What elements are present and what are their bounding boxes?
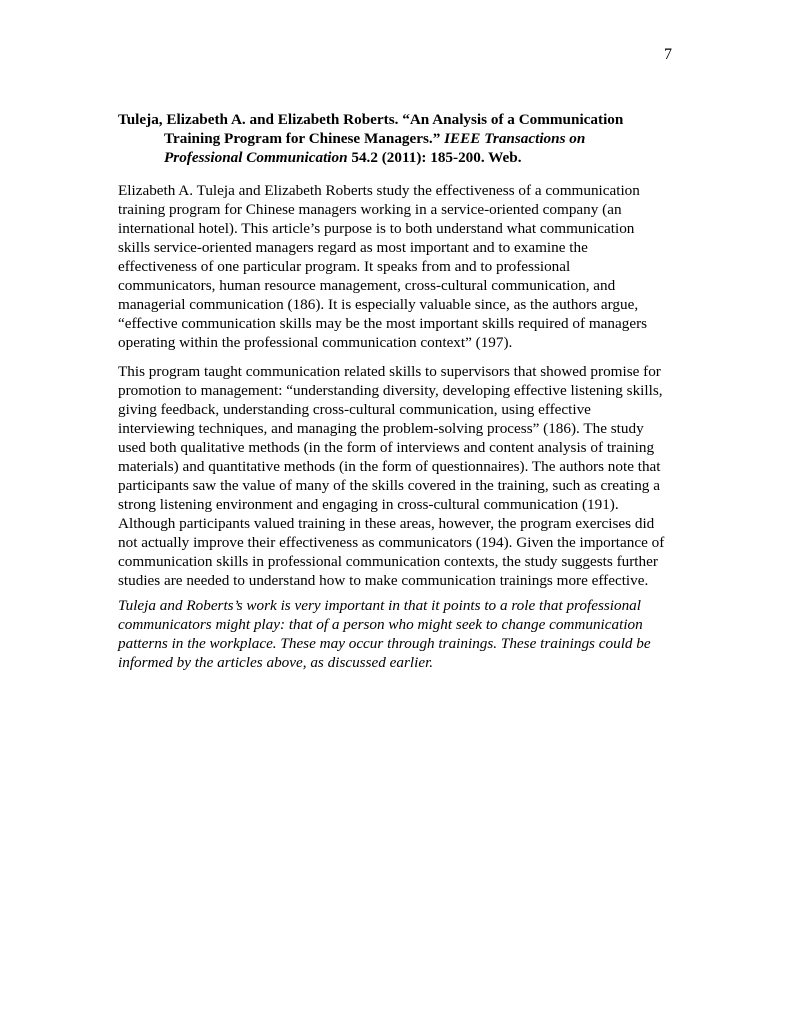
citation-publication-details: 54.2 (2011): 185-200. Web. (347, 149, 522, 166)
paragraph-line: communicators, human resource management, cross-cultural communication, and (118, 277, 616, 294)
citation-line (118, 148, 678, 167)
paragraph-line: participants saw the value of many of the skills covered in the training, such as creating a (118, 477, 660, 494)
page-number: 7 (664, 46, 672, 63)
paragraph-line: strong listening environment and engaging in cross-cultural communication (191). (118, 496, 619, 513)
paragraph-line: Elizabeth A. Tuleja and Elizabeth Roberts study the effectiveness of a communication (118, 182, 640, 199)
paragraph-line: informed by the articles above, as discussed earlier. (118, 654, 434, 671)
citation-line (118, 129, 678, 148)
paragraph-line: effectiveness of one particular program. It speaks from and to professional (118, 258, 571, 275)
citation-article-title-end: Training Program for Chinese Managers.” (164, 130, 445, 147)
paragraph-line: “effective communication skills may be the most important skills required of managers (118, 315, 648, 332)
paragraph-line: Although participants valued training in these areas, however, the program exercises did (118, 515, 655, 532)
paragraph-line: giving feedback, understanding cross-cultural communication, using effective (118, 401, 591, 418)
paragraph-line: communication skills in professional communication contexts, the study suggests further (118, 553, 658, 570)
paragraph-line: This program taught communication related skills to supervisors that showed promise for (118, 363, 661, 380)
evaluation-paragraph (118, 596, 651, 672)
paragraph-line: Tuleja and Roberts’s work is very important in that it points to a role that professional (118, 597, 641, 614)
paragraph-line: used both qualitative methods (in the form of interviews and content analysis of training (118, 439, 655, 456)
paragraph-line: interviewing techniques, and managing the problem-solving process” (186). The study (118, 420, 644, 437)
paragraph-line: not actually improve their effectiveness as communicators (194). Given the importance of (118, 534, 665, 551)
paragraph-line: materials) and quantitative methods (in the form of questionnaires). The authors note that (118, 458, 661, 475)
summary-paragraph (118, 181, 647, 352)
paragraph-line: promotion to management: “understanding diversity, developing effective listening skills, (118, 382, 663, 399)
paragraph-line: operating within the professional communication context” (197). (118, 334, 513, 351)
paragraph-line: skills service-oriented managers regard as most important and to examine the (118, 239, 588, 256)
paragraph-line: communicators might play: that of a person who might seek to change communication (118, 616, 643, 633)
citation-journal-title: Professional Communication (164, 149, 348, 166)
paragraph-line: training program for Chinese managers working in a service-oriented company (an (118, 201, 622, 218)
citation-journal-title: IEEE Transactions on (444, 130, 586, 147)
paragraph-line: international hotel). This article’s purpose is to both understand what communication (118, 220, 635, 237)
method-findings-paragraph (118, 362, 664, 590)
paragraph-line: managerial communication (186). It is especially valuable since, as the authors argue, (118, 296, 639, 313)
paragraph-line: studies are needed to understand how to make communication trainings more effective. (118, 572, 649, 589)
bibliographic-citation (118, 110, 678, 167)
citation-line: Tuleja, Elizabeth A. and Elizabeth Roberts. “An Analysis of a Communication (118, 111, 624, 128)
paragraph-line: patterns in the workplace. These may occur through trainings. These trainings could be (118, 635, 651, 652)
